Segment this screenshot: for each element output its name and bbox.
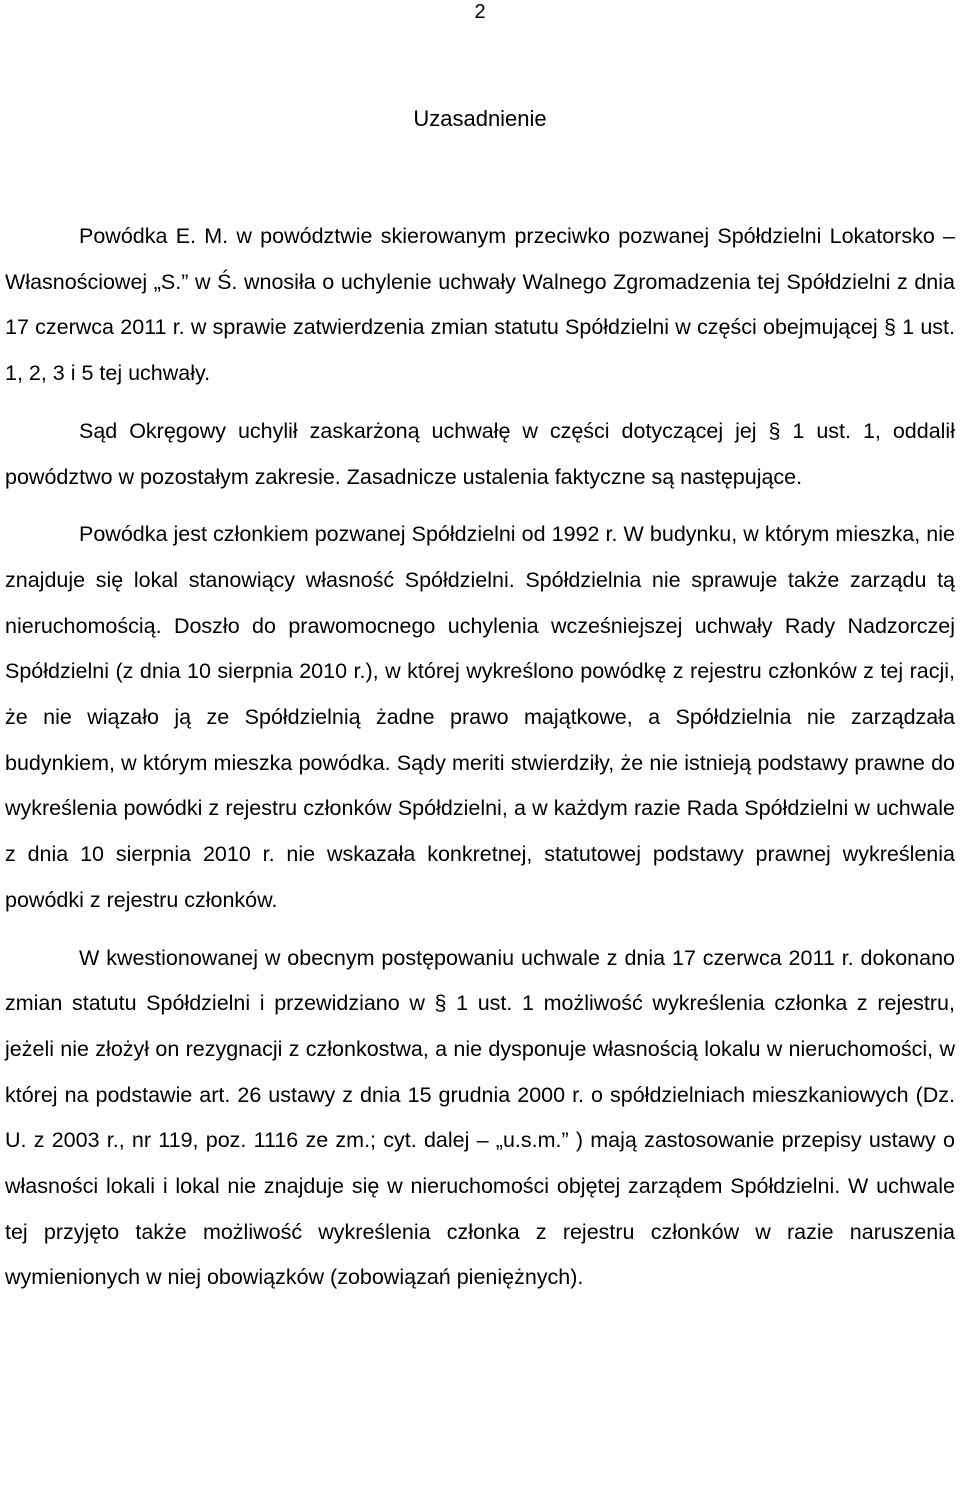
paragraph-claim: Powódka E. M. w powództwie skierowanym przeciwko pozwanej Spółdzielni Lokatorsko – Własnościowej „S.” w Ś. wnosiła o uchylenie uchwały Walnego Zgromadzenia tej Spółdzielni z dnia 17 czerwca 2011 r. w sprawie zatwierdzenia zmian statutu Spółdzielni w części obejmującej § 1 ust. 1, 2, 3 i 5 tej uchwały.	[5, 224, 955, 386]
paragraph-resolution: W kwestionowanej w obecnym postępowaniu uchwale z dnia 17 czerwca 2011 r. dokonano zmian statutu Spółdzielni i przewidziano w § 1 ust. 1 możliwość wykreślenia członka z rejestru, jeżeli nie złożył on rezygnacji z członkostwa, a nie dysponuje własnością lokalu w nieruchomości, w której na podstawie art. 26 ustawy z dnia 15 grudnia 2000 r. o spółdzielniach mieszkaniowych (Dz. U. z 2003 r., nr 119, poz. 1116 ze zm.; cyt. dalej – „u.s.m.” ) mają zastosowanie przepisy ustawy o własności lokali i lokal nie znajduje się w nieruchomości objętej zarządem Spółdzielni. W uchwale tej przyjęto także możliwość wykreślenia członka z rejestru członków w razie naruszenia wymienionych w niej obowiązków (zobowiązań pieniężnych).	[5, 945, 955, 1290]
document-body	[5, 214, 955, 1301]
paragraph-facts: Powódka jest członkiem pozwanej Spółdzielni od 1992 r. W budynku, w którym mieszka, nie znajduje się lokal stanowiący własność Spółdzielni. Spółdzielnia nie sprawuje także zarządu tą nieruchomością. Doszło do prawomocnego uchylenia wcześniejszej uchwały Rady Nadzorczej Spółdzielni (z dnia 10 sierpnia 2010 r.), w której wykreślono powódkę z rejestru członków z tej racji, że nie wiązało ją ze Spółdzielnią żadne prawo majątkowe, a Spółdzielnia nie zarządzała budynkiem, w którym mieszka powódka. Sądy meriti stwierdziły, że nie istnieją podstawy prawne do wykreślenia powódki z rejestru członków Spółdzielni, a w każdym razie Rada Spółdzielni w uchwale z dnia 10 sierpnia 2010 r. nie wskazała konkretnej, statutowej podstawy prawnej wykreślenia powódki z rejestru członków.	[5, 522, 955, 912]
page-number: 2	[474, 1, 486, 23]
document-title: Uzasadnienie	[413, 106, 547, 131]
paragraph-ruling: Sąd Okręgowy uchylił zaskarżoną uchwałę w części dotyczącej jej § 1 ust. 1, oddalił powództwo w pozostałym zakresie. Zasadnicze ustalenia faktyczne są następujące.	[5, 418, 955, 489]
